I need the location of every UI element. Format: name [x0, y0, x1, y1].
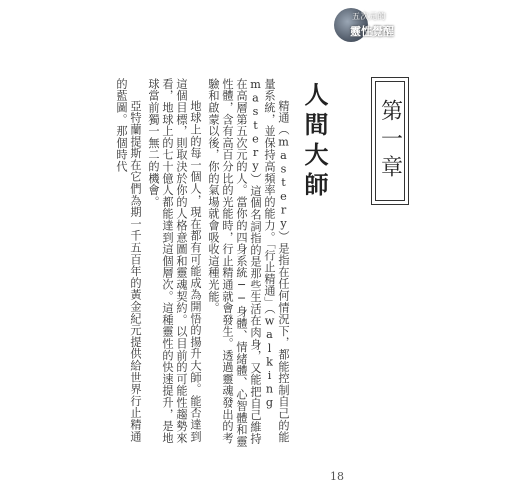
paragraph: 亞特蘭提斯在它們為期一千五百年的黃金紀元提供給世界行止精通的藍圖。那個時代	[115, 78, 142, 443]
series-subtitle: 五次元的	[352, 12, 386, 21]
chapter-label: 第一章	[375, 81, 405, 201]
paragraph: 地球上的每一個人，現在都有可能成為開悟的揚升大師。能否達到這個目標，則取決於你的人格意圖和靈魂契約。以目前的可能性趨勢來看，地球上的七十億人都能達到這個層次。這種靈性的快速提升，是地球當前獨一無二的機會。	[147, 78, 202, 444]
series-logo	[330, 5, 410, 45]
body-text	[115, 78, 290, 450]
series-title: 靈性覺醒	[350, 25, 394, 38]
page-number: 18	[330, 470, 344, 483]
chapter-title: 人間大師	[300, 82, 328, 202]
chapter-marker	[371, 77, 409, 205]
paragraph: 精通（mastery）是指在任何情況下，都能控制自己的能量系統，並保持高頻率的能力。「行止精通」（walking mastery）這個名詞指的是那些生活在肉身，又能把自己維持在高層第五次元的人。當你的四身系統──身體、情緒體、心智體和靈性體，含有高百分比的光能時，行止精通就會發生。透過靈魂發出的考驗和啟蒙以後，你的氣場就會吸收這種光能。	[207, 78, 290, 448]
